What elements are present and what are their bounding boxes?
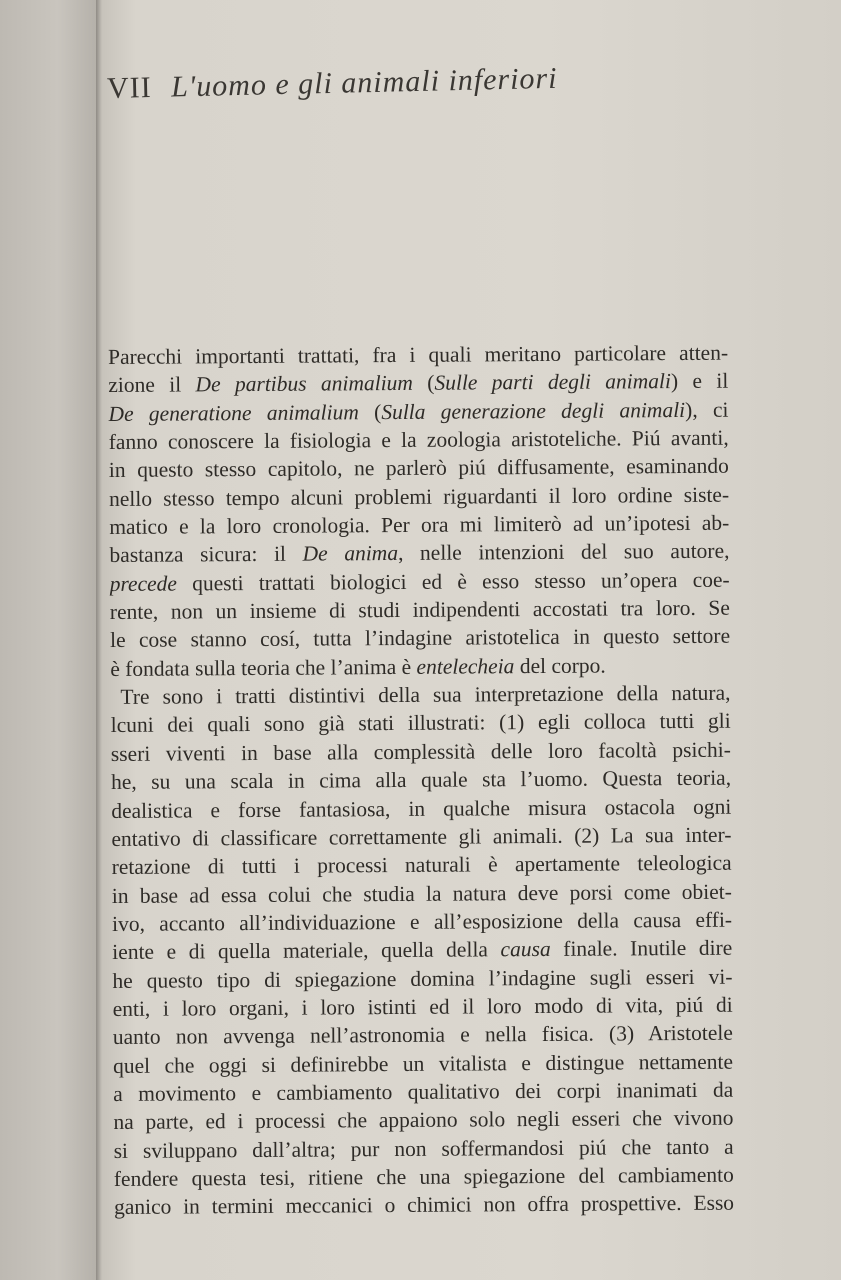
text-line — [108, 395, 728, 428]
italic-text: causa — [500, 937, 551, 962]
text-segment: ganico in termini meccanici o chimici non offra prospettive. Esso — [113, 1190, 735, 1220]
text-segment: questi trattati biologici ed è esso stesso un’opera coe- — [176, 567, 730, 596]
text-segment: fendere questa tesi, ritiene che una spiegazione del cambiamento — [113, 1162, 734, 1191]
text-segment: fanno conoscere la fisiologia e la zoologia aristoteliche. Piú avanti, — [108, 425, 729, 455]
text-segment: ) e il — [670, 369, 729, 394]
text-line — [110, 650, 730, 683]
text-segment: na parte, ed i processi che appaiono solo negli esseri che vivono — [113, 1105, 734, 1135]
text-line — [108, 339, 728, 372]
text-line — [110, 565, 730, 598]
text-segment: Tre sono i tratti distintivi della sua interpretazione della natura, — [120, 680, 731, 710]
text-line — [109, 509, 729, 542]
text-segment: rente, non un insieme di studi indipendenti accostati tra loro. Se — [109, 595, 730, 625]
text-segment: entativo di classificare correttamente gli animali. (2) La sua inter- — [111, 822, 732, 851]
body-text — [108, 339, 734, 1222]
text-segment: enti, i loro organi, i loro istinti ed il loro modo di vita, piú di — [112, 992, 733, 1021]
text-segment: in questo stesso capitolo, ne parlerò piú diffusamente, esaminando — [108, 454, 729, 483]
text-segment: Parecchi importanti trattati, fra i quali meritano particolare atten- — [108, 340, 729, 369]
text-line — [111, 764, 731, 797]
text-segment: sseri viventi in base alla complessità delle loro facoltà psichi- — [110, 737, 731, 766]
text-line — [111, 792, 731, 825]
text-line — [110, 622, 730, 655]
text-line — [109, 480, 729, 513]
text-line — [111, 735, 731, 768]
italic-text: De partibus animalium — [195, 371, 413, 397]
text-line — [112, 934, 732, 967]
text-line — [110, 679, 730, 712]
text-segment: ( — [358, 399, 382, 424]
text-segment: retazione di tutti i processi naturali è apertamente teleologica — [111, 850, 732, 880]
text-segment: matico e la loro cronologia. Per ora mi limiterò ad un’ipotesi ab- — [109, 510, 730, 540]
text-line — [113, 991, 733, 1024]
text-line — [112, 906, 732, 939]
text-segment: si sviluppano dall’altra; pur non soffermandosi piú che tanto a — [113, 1134, 734, 1163]
text-segment: he questo tipo di spiegazione domina l’indagine sugli esseri vi- — [112, 964, 733, 993]
text-segment: le cose stanno cosí, tutta l’indagine aristotelica in questo settore — [109, 624, 731, 653]
text-segment: finale. Inutile dire — [550, 935, 733, 962]
text-segment: lcuni dei quali sono già stati illustrati: (1) egli colloca tutti gli — [110, 709, 731, 738]
chapter-number: VII — [106, 70, 153, 105]
text-line — [113, 1047, 733, 1080]
text-line — [112, 877, 732, 910]
italic-text: precede — [109, 571, 178, 596]
text-line — [108, 367, 728, 400]
text-line — [109, 452, 729, 485]
text-segment: in base ad essa colui che studia la natura deve porsi come obiet- — [111, 879, 732, 908]
text-line — [111, 707, 731, 740]
text-segment: bastanza sicura: il — [109, 542, 303, 568]
italic-text: De generatione animalium — [108, 399, 359, 426]
text-segment: uanto non avvenga nell’astronomia e nella fisica. (3) Aristotele — [112, 1020, 733, 1050]
text-line — [113, 1076, 733, 1109]
italic-text: entelecheia — [416, 653, 515, 679]
text-segment: iente e di quella materiale, quella della — [112, 937, 501, 965]
text-segment: del corpo. — [514, 653, 606, 678]
text-line — [109, 537, 729, 570]
text-segment: ( — [412, 371, 435, 396]
facing-page-edge — [0, 0, 96, 1280]
text-segment: , nelle intenzioni del suo autore, — [397, 539, 730, 566]
text-line — [114, 1189, 734, 1222]
text-segment: dealistica e forse fantasiosa, in qualche misura ostacola ogni — [111, 794, 732, 823]
text-line — [113, 1104, 733, 1137]
text-segment: zione il — [108, 372, 196, 398]
text-segment: ivo, accanto all’individuazione e all’esposizione della causa effi- — [111, 907, 733, 936]
text-line — [109, 424, 729, 457]
text-line — [112, 962, 732, 995]
text-segment: è fondata sulla teoria che l’anima è — [110, 654, 417, 681]
text-line — [110, 594, 730, 627]
text-segment: quel che oggi si definirebbe un vitalista e distingue nettamente — [112, 1049, 734, 1078]
text-line — [114, 1132, 734, 1165]
chapter-title: L'uomo e gli animali inferiori — [170, 61, 558, 104]
text-line — [111, 821, 731, 854]
italic-text: Sulla generazione degli animali — [381, 397, 686, 424]
italic-text: Sulle parti degli animali — [434, 369, 672, 396]
text-line — [114, 1161, 734, 1194]
italic-text: De anima — [302, 541, 399, 567]
text-line — [112, 849, 732, 882]
text-segment: a movimento e cambiamento qualitativo dei corpi inanimati da — [113, 1077, 734, 1106]
text-segment: nello stesso tempo alcuni problemi riguardanti il loro ordine siste- — [109, 482, 730, 511]
text-line — [113, 1019, 733, 1052]
text-segment: he, su una scala in cima alla quale sta l’uomo. Questa teoria, — [110, 765, 732, 795]
text-segment: ), ci — [685, 397, 729, 422]
